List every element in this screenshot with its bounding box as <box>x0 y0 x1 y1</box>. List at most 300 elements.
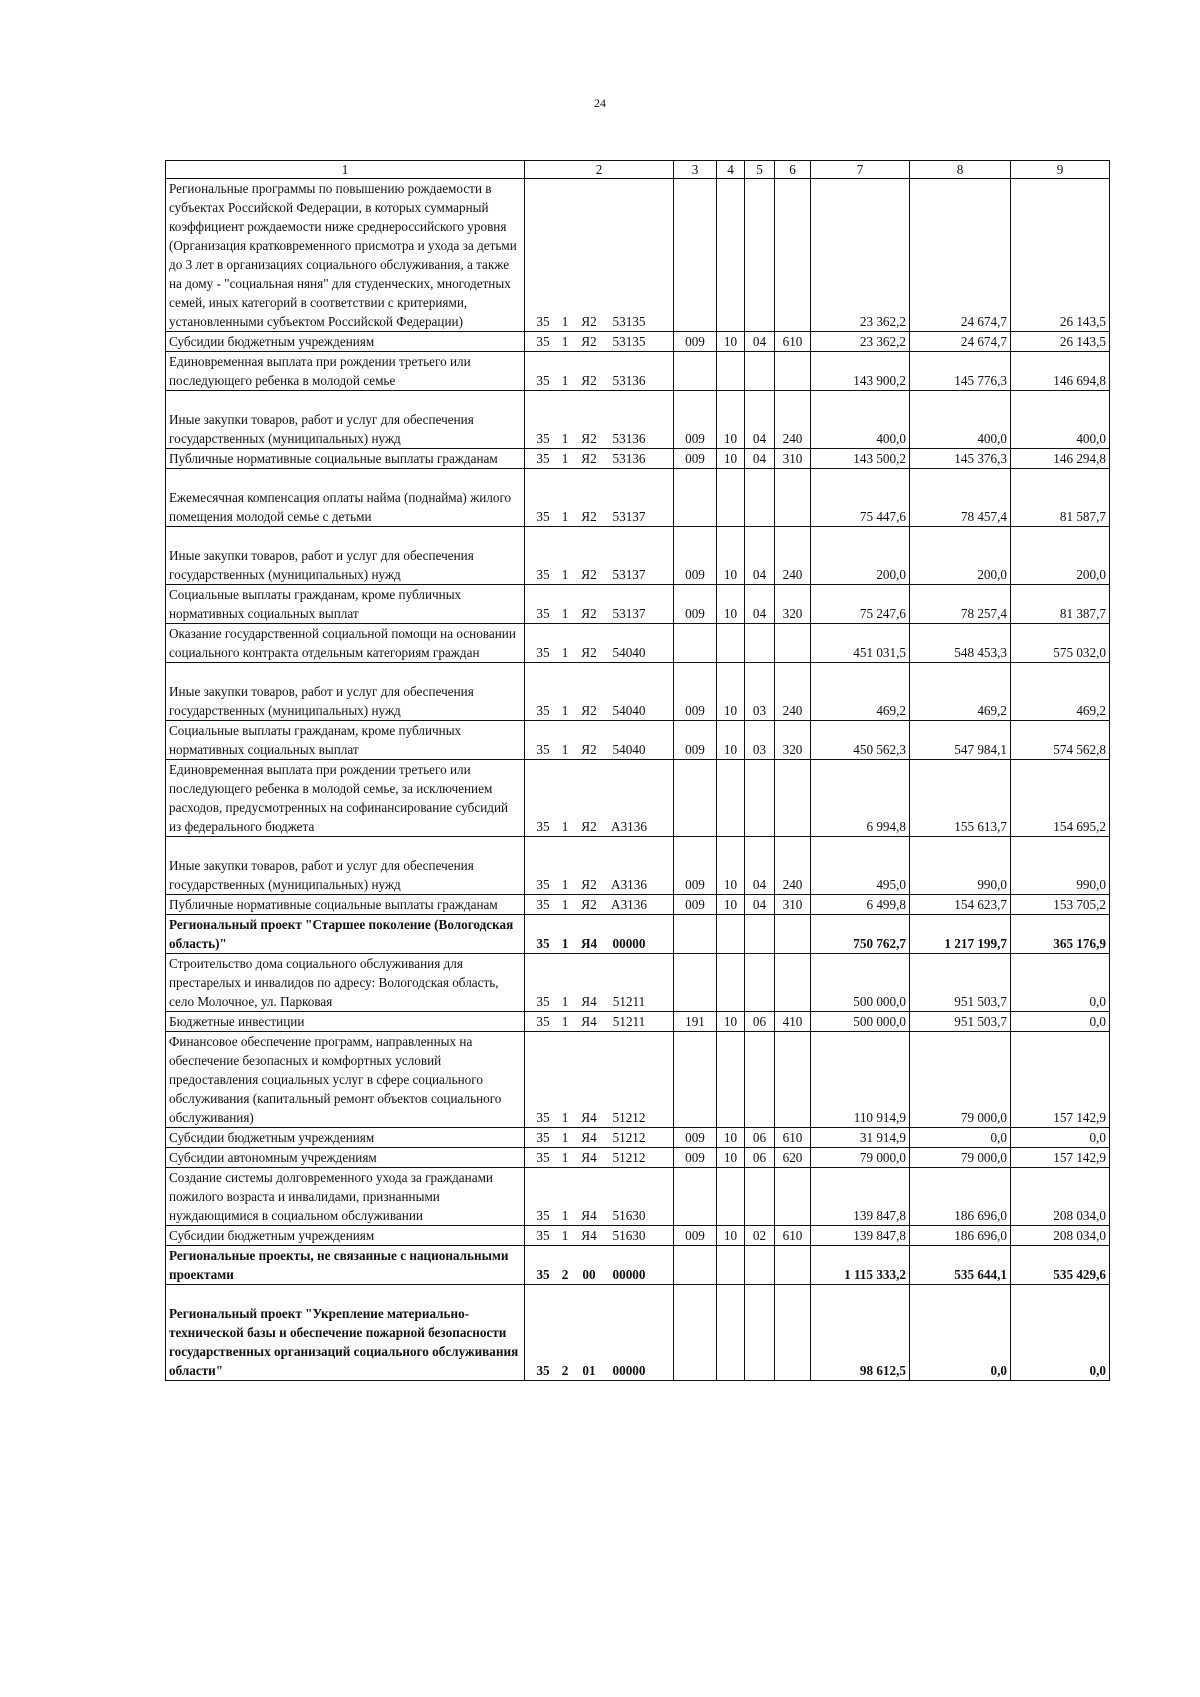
row-code <box>525 837 674 895</box>
row-code <box>525 1032 674 1128</box>
row-amount-v8: 400,0 <box>910 391 1011 449</box>
code-part-c3: 00 <box>582 1267 596 1282</box>
row-k5: 04 <box>745 895 775 915</box>
code-part-c3: Я4 <box>581 1208 597 1223</box>
code-part-c4: А3136 <box>611 819 647 834</box>
row-k6: 240 <box>775 391 811 449</box>
table-row <box>166 721 1110 760</box>
table-row <box>166 1285 1110 1381</box>
row-amount-v8: 155 613,7 <box>910 760 1011 837</box>
row-name-text: Субсидии бюджетным учреждениям <box>169 1228 375 1243</box>
code-part-c3: Я4 <box>580 936 598 951</box>
row-k4: 10 <box>717 1128 745 1148</box>
row-k6: 310 <box>775 449 811 469</box>
table-row <box>166 1226 1110 1246</box>
row-code <box>525 954 674 1012</box>
row-amount-v8: 951 503,7 <box>910 954 1011 1012</box>
row-name-text: Региональные проекты, не связанные с национальными проектами <box>169 1248 509 1282</box>
row-k5: 02 <box>745 1226 775 1246</box>
row-name-text: Субсидии бюджетным учреждениям <box>169 1130 375 1145</box>
row-k4: 10 <box>717 332 745 352</box>
code-part-c2: 1 <box>561 1130 569 1145</box>
row-amount-v8: 24 674,7 <box>910 332 1011 352</box>
row-name-text: Иные закупки товаров, работ и услуг для обеспечения государственных (муниципальных) нужд <box>169 548 474 582</box>
code-part-c1: 35 <box>536 1228 550 1243</box>
row-k4 <box>717 469 745 527</box>
code-part-c2: 1 <box>561 742 569 757</box>
row-name-text: Создание системы долговременного ухода за гражданами пожилого возраста и инвалидами, признанными нуждающимися в социальном обслуживании <box>169 1170 493 1223</box>
code-part-c2: 1 <box>561 1228 569 1243</box>
row-name-text: Субсидии бюджетным учреждениям <box>169 334 375 349</box>
row-name <box>166 1226 525 1246</box>
row-name-text: Региональный проект "Укрепление материально-технической базы и обеспечение пожарной безопасности государственных организаций социального обслуживания области" <box>169 1306 519 1378</box>
row-k6 <box>775 1032 811 1128</box>
row-amount-v9: 157 142,9 <box>1011 1148 1110 1168</box>
code-part-c2: 1 <box>561 606 569 621</box>
row-amount-v7: 469,2 <box>811 663 910 721</box>
table-row <box>166 469 1110 527</box>
code-part-c1: 35 <box>536 1267 550 1282</box>
row-k4 <box>717 352 745 391</box>
code-part-c1: 35 <box>536 509 550 524</box>
code-part-c3: 01 <box>582 1363 596 1378</box>
row-name <box>166 721 525 760</box>
row-amount-v7: 23 362,2 <box>811 332 910 352</box>
code-part-c1: 35 <box>536 606 550 621</box>
row-code <box>525 663 674 721</box>
row-amount-v7: 110 914,9 <box>811 1032 910 1128</box>
row-amount-v8: 547 984,1 <box>910 721 1011 760</box>
row-k6: 610 <box>775 332 811 352</box>
row-name <box>166 1148 525 1168</box>
row-k5 <box>745 624 775 663</box>
row-k3 <box>674 954 717 1012</box>
row-name <box>166 624 525 663</box>
code-part-c3: Я2 <box>581 819 597 834</box>
row-code <box>525 332 674 352</box>
row-k4 <box>717 760 745 837</box>
row-k3: 009 <box>674 391 717 449</box>
code-part-c1: 35 <box>536 451 550 466</box>
table-row <box>166 624 1110 663</box>
code-part-c4: 53136 <box>612 431 646 446</box>
row-k3: 009 <box>674 449 717 469</box>
code-part-c4: 00000 <box>612 1267 646 1282</box>
row-amount-v9: 574 562,8 <box>1011 721 1110 760</box>
header-col-3: 3 <box>674 161 717 179</box>
row-k5: 03 <box>745 663 775 721</box>
row-code <box>525 527 674 585</box>
row-name-text: Строительство дома социального обслуживания для престарелых и инвалидов по адресу: Вологодская область, село Молочное, ул. Парковая <box>169 956 499 1009</box>
code-part-c1: 35 <box>536 567 550 582</box>
table-row <box>166 527 1110 585</box>
row-name <box>166 449 525 469</box>
code-part-c1: 35 <box>536 994 550 1009</box>
row-k6 <box>775 760 811 837</box>
row-k3: 009 <box>674 721 717 760</box>
row-k5 <box>745 1168 775 1226</box>
row-amount-v7: 450 562,3 <box>811 721 910 760</box>
code-part-c1: 35 <box>536 334 550 349</box>
row-code <box>525 721 674 760</box>
row-amount-v9: 469,2 <box>1011 663 1110 721</box>
row-k6: 310 <box>775 895 811 915</box>
row-amount-v7: 6 499,8 <box>811 895 910 915</box>
row-k3 <box>674 352 717 391</box>
code-part-c4: 54040 <box>612 645 646 660</box>
code-part-c4: 53135 <box>612 314 646 329</box>
row-name <box>166 391 525 449</box>
table-row <box>166 391 1110 449</box>
code-part-c2: 1 <box>561 877 569 892</box>
row-k4: 10 <box>717 391 745 449</box>
row-k5: 04 <box>745 449 775 469</box>
row-amount-v9: 535 429,6 <box>1011 1246 1110 1285</box>
table-row <box>166 1032 1110 1128</box>
row-code <box>525 1226 674 1246</box>
code-part-c4: 54040 <box>612 703 646 718</box>
row-name <box>166 527 525 585</box>
row-k3: 009 <box>674 527 717 585</box>
table-row <box>166 1148 1110 1168</box>
row-name-text: Социальные выплаты гражданам, кроме публичных нормативных социальных выплат <box>169 587 462 621</box>
row-code <box>525 449 674 469</box>
code-part-c2: 1 <box>561 1110 569 1125</box>
code-part-c4: 51212 <box>612 1150 646 1165</box>
row-k6: 320 <box>775 585 811 624</box>
row-k4 <box>717 954 745 1012</box>
row-name-text: Публичные нормативные социальные выплаты гражданам <box>169 451 498 466</box>
row-name <box>166 760 525 837</box>
code-part-c3: Я2 <box>581 373 597 388</box>
table-body <box>166 179 1110 1381</box>
table-row <box>166 449 1110 469</box>
row-k6 <box>775 1246 811 1285</box>
row-name-text: Единовременная выплата при рождении третьего или последующего ребенка в молодой семье <box>169 354 471 388</box>
row-amount-v8: 79 000,0 <box>910 1032 1011 1128</box>
row-k6 <box>775 469 811 527</box>
code-part-c2: 1 <box>561 994 569 1009</box>
row-name-text: Региональный проект "Старшее поколение (Вологодская область)" <box>169 917 514 951</box>
row-code <box>525 624 674 663</box>
code-part-c1: 35 <box>536 1363 550 1378</box>
row-amount-v7: 143 500,2 <box>811 449 910 469</box>
row-amount-v9: 208 034,0 <box>1011 1226 1110 1246</box>
row-k3: 009 <box>674 1128 717 1148</box>
table-row <box>166 954 1110 1012</box>
row-amount-v7: 143 900,2 <box>811 352 910 391</box>
row-k3: 009 <box>674 663 717 721</box>
code-part-c3: Я2 <box>581 897 597 912</box>
row-code <box>525 1012 674 1032</box>
row-amount-v7: 139 847,8 <box>811 1168 910 1226</box>
table-row <box>166 1246 1110 1285</box>
code-part-c2: 1 <box>561 819 569 834</box>
table-row <box>166 352 1110 391</box>
code-part-c4: А3136 <box>611 897 647 912</box>
row-amount-v8: 145 376,3 <box>910 449 1011 469</box>
row-code <box>525 1285 674 1381</box>
row-name <box>166 895 525 915</box>
code-part-c2: 2 <box>561 1267 569 1282</box>
code-part-c2: 1 <box>561 1208 569 1223</box>
code-part-c1: 35 <box>536 1150 550 1165</box>
row-amount-v7: 98 612,5 <box>811 1285 910 1381</box>
row-k6: 240 <box>775 527 811 585</box>
code-part-c3: Я2 <box>581 606 597 621</box>
code-part-c1: 35 <box>536 1110 550 1125</box>
row-amount-v9: 157 142,9 <box>1011 1032 1110 1128</box>
row-name-text: Субсидии автономным учреждениям <box>169 1150 377 1165</box>
row-k3 <box>674 1032 717 1128</box>
row-k5: 04 <box>745 585 775 624</box>
row-amount-v7: 6 994,8 <box>811 760 910 837</box>
header-row <box>166 161 1110 179</box>
row-amount-v8: 951 503,7 <box>910 1012 1011 1032</box>
row-k5 <box>745 179 775 332</box>
row-k5 <box>745 915 775 954</box>
code-part-c2: 1 <box>561 509 569 524</box>
code-part-c2: 1 <box>561 431 569 446</box>
row-k3: 009 <box>674 1226 717 1246</box>
table-row <box>166 179 1110 332</box>
row-k6: 240 <box>775 837 811 895</box>
row-amount-v9: 0,0 <box>1011 1128 1110 1148</box>
code-part-c1: 35 <box>536 819 550 834</box>
header-col-8: 8 <box>910 161 1011 179</box>
code-part-c2: 2 <box>561 1363 569 1378</box>
row-k6: 610 <box>775 1128 811 1148</box>
row-name-text: Иные закупки товаров, работ и услуг для обеспечения государственных (муниципальных) нужд <box>169 412 474 446</box>
header-col-2: 2 <box>525 161 674 179</box>
row-amount-v9: 0,0 <box>1011 954 1110 1012</box>
code-part-c3: Я4 <box>581 1110 597 1125</box>
row-amount-v8: 990,0 <box>910 837 1011 895</box>
code-part-c1: 35 <box>536 1208 550 1223</box>
row-code <box>525 1246 674 1285</box>
row-k4: 10 <box>717 1148 745 1168</box>
row-k3 <box>674 1168 717 1226</box>
row-k4: 10 <box>717 895 745 915</box>
row-k6 <box>775 352 811 391</box>
row-amount-v7: 75 247,6 <box>811 585 910 624</box>
code-part-c4: 00000 <box>612 1363 646 1378</box>
code-part-c4: 51630 <box>612 1208 646 1223</box>
row-k5: 04 <box>745 332 775 352</box>
row-amount-v7: 500 000,0 <box>811 1012 910 1032</box>
table-row <box>166 663 1110 721</box>
code-part-c4: 53136 <box>612 373 646 388</box>
code-part-c4: 53135 <box>612 334 646 349</box>
row-amount-v9: 208 034,0 <box>1011 1168 1110 1226</box>
code-part-c4: 51211 <box>612 1014 646 1029</box>
row-k3 <box>674 915 717 954</box>
row-amount-v8: 24 674,7 <box>910 179 1011 332</box>
row-amount-v8: 469,2 <box>910 663 1011 721</box>
code-part-c3: Я4 <box>581 1014 597 1029</box>
row-amount-v9: 575 032,0 <box>1011 624 1110 663</box>
code-part-c1: 35 <box>536 1130 550 1145</box>
code-part-c3: Я2 <box>581 334 597 349</box>
row-amount-v8: 78 257,4 <box>910 585 1011 624</box>
row-amount-v9: 0,0 <box>1011 1285 1110 1381</box>
row-amount-v7: 200,0 <box>811 527 910 585</box>
row-k3: 009 <box>674 585 717 624</box>
row-name-text: Ежемесячная компенсация оплаты найма (поднайма) жилого помещения молодой семье с детьми <box>169 490 512 524</box>
table-row <box>166 1012 1110 1032</box>
code-part-c1: 35 <box>536 703 550 718</box>
row-amount-v7: 1 115 333,2 <box>811 1246 910 1285</box>
code-part-c3: Я2 <box>581 645 597 660</box>
budget-table <box>165 160 1110 1381</box>
row-k6: 410 <box>775 1012 811 1032</box>
row-k3: 009 <box>674 895 717 915</box>
row-amount-v9: 26 143,5 <box>1011 179 1110 332</box>
code-part-c2: 1 <box>561 314 569 329</box>
row-amount-v9: 81 387,7 <box>1011 585 1110 624</box>
row-code <box>525 352 674 391</box>
row-amount-v7: 75 447,6 <box>811 469 910 527</box>
code-part-c2: 1 <box>561 1150 569 1165</box>
row-code <box>525 179 674 332</box>
row-name <box>166 1012 525 1032</box>
code-part-c3: Я2 <box>581 451 597 466</box>
row-k4 <box>717 1032 745 1128</box>
code-part-c1: 35 <box>536 936 550 951</box>
code-part-c1: 35 <box>536 897 550 912</box>
row-k6 <box>775 179 811 332</box>
code-part-c4: 53137 <box>612 606 646 621</box>
row-k6: 320 <box>775 721 811 760</box>
row-name-text: Финансовое обеспечение программ, направленных на обеспечение безопасных и комфортных условий предоставления социальных услуг в сфере социального обслуживания (капитальный ремонт объектов социального обслуживания) <box>169 1034 502 1125</box>
row-k6 <box>775 1285 811 1381</box>
row-name <box>166 1246 525 1285</box>
row-k4: 10 <box>717 585 745 624</box>
code-part-c3: Я2 <box>581 742 597 757</box>
table-header <box>166 161 1110 179</box>
row-amount-v8: 186 696,0 <box>910 1168 1011 1226</box>
page-number: 24 <box>594 96 606 110</box>
row-k3: 009 <box>674 332 717 352</box>
row-name <box>166 179 525 332</box>
code-part-c1: 35 <box>536 1014 550 1029</box>
row-amount-v7: 451 031,5 <box>811 624 910 663</box>
row-amount-v7: 750 762,7 <box>811 915 910 954</box>
header-col-4: 4 <box>717 161 745 179</box>
code-part-c4: А3136 <box>611 877 647 892</box>
row-k4: 10 <box>717 837 745 895</box>
code-part-c1: 35 <box>536 373 550 388</box>
row-amount-v8: 0,0 <box>910 1285 1011 1381</box>
code-part-c1: 35 <box>536 742 550 757</box>
row-name <box>166 332 525 352</box>
code-part-c4: 51211 <box>612 994 646 1009</box>
code-part-c1: 35 <box>536 431 550 446</box>
row-amount-v9: 154 695,2 <box>1011 760 1110 837</box>
row-amount-v8: 0,0 <box>910 1128 1011 1148</box>
row-amount-v8: 535 644,1 <box>910 1246 1011 1285</box>
row-code <box>525 1128 674 1148</box>
code-part-c2: 1 <box>561 645 569 660</box>
row-amount-v9: 200,0 <box>1011 527 1110 585</box>
header-col-1: 1 <box>166 161 525 179</box>
row-k5: 06 <box>745 1128 775 1148</box>
row-k3 <box>674 469 717 527</box>
row-amount-v8: 186 696,0 <box>910 1226 1011 1246</box>
row-amount-v7: 495,0 <box>811 837 910 895</box>
row-name-text: Иные закупки товаров, работ и услуг для обеспечения государственных (муниципальных) нужд <box>169 858 474 892</box>
row-k5 <box>745 1032 775 1128</box>
table-row <box>166 895 1110 915</box>
code-part-c3: Я2 <box>581 703 597 718</box>
row-amount-v8: 548 453,3 <box>910 624 1011 663</box>
header-col-6: 6 <box>775 161 811 179</box>
row-k3 <box>674 1246 717 1285</box>
row-k4: 10 <box>717 721 745 760</box>
table-row <box>166 332 1110 352</box>
code-part-c2: 1 <box>561 373 569 388</box>
row-amount-v7: 79 000,0 <box>811 1148 910 1168</box>
row-k5: 03 <box>745 721 775 760</box>
table-row <box>166 1128 1110 1148</box>
row-amount-v8: 78 457,4 <box>910 469 1011 527</box>
row-k4 <box>717 1285 745 1381</box>
row-name-text: Иные закупки товаров, работ и услуг для обеспечения государственных (муниципальных) нужд <box>169 684 474 718</box>
row-name-text: Бюджетные инвестиции <box>169 1014 305 1029</box>
code-part-c1: 35 <box>536 877 550 892</box>
row-k5 <box>745 954 775 1012</box>
row-amount-v9: 81 587,7 <box>1011 469 1110 527</box>
row-k4 <box>717 1246 745 1285</box>
row-k5 <box>745 1246 775 1285</box>
row-amount-v8: 200,0 <box>910 527 1011 585</box>
row-code <box>525 915 674 954</box>
code-part-c2: 1 <box>561 936 569 951</box>
row-k4: 10 <box>717 1012 745 1032</box>
row-k6: 620 <box>775 1148 811 1168</box>
row-amount-v8: 154 623,7 <box>910 895 1011 915</box>
row-k5: 04 <box>745 837 775 895</box>
row-k6: 610 <box>775 1226 811 1246</box>
row-name <box>166 837 525 895</box>
row-code <box>525 760 674 837</box>
code-part-c3: Я2 <box>581 431 597 446</box>
row-name <box>166 585 525 624</box>
code-part-c1: 35 <box>536 645 550 660</box>
row-amount-v9: 365 176,9 <box>1011 915 1110 954</box>
row-k5 <box>745 1285 775 1381</box>
row-name <box>166 469 525 527</box>
code-part-c3: Я2 <box>581 314 597 329</box>
row-amount-v7: 139 847,8 <box>811 1226 910 1246</box>
row-amount-v9: 0,0 <box>1011 1012 1110 1032</box>
row-k5 <box>745 352 775 391</box>
row-code <box>525 585 674 624</box>
code-part-c3: Я4 <box>581 1228 597 1243</box>
row-amount-v8: 1 217 199,7 <box>910 915 1011 954</box>
row-code <box>525 1168 674 1226</box>
row-k5: 04 <box>745 391 775 449</box>
code-part-c4: 53137 <box>612 567 646 582</box>
code-part-c2: 1 <box>561 703 569 718</box>
row-amount-v9: 990,0 <box>1011 837 1110 895</box>
row-name <box>166 954 525 1012</box>
row-k4: 10 <box>717 449 745 469</box>
row-name-text: Социальные выплаты гражданам, кроме публичных нормативных социальных выплат <box>169 723 462 757</box>
code-part-c3: Я2 <box>581 509 597 524</box>
row-code <box>525 391 674 449</box>
row-name-text: Единовременная выплата при рождении третьего или последующего ребенка в молодой семье, за исключением расходов, предусмотренных на софинансирование субсидий из федерального бюджета <box>169 762 509 834</box>
